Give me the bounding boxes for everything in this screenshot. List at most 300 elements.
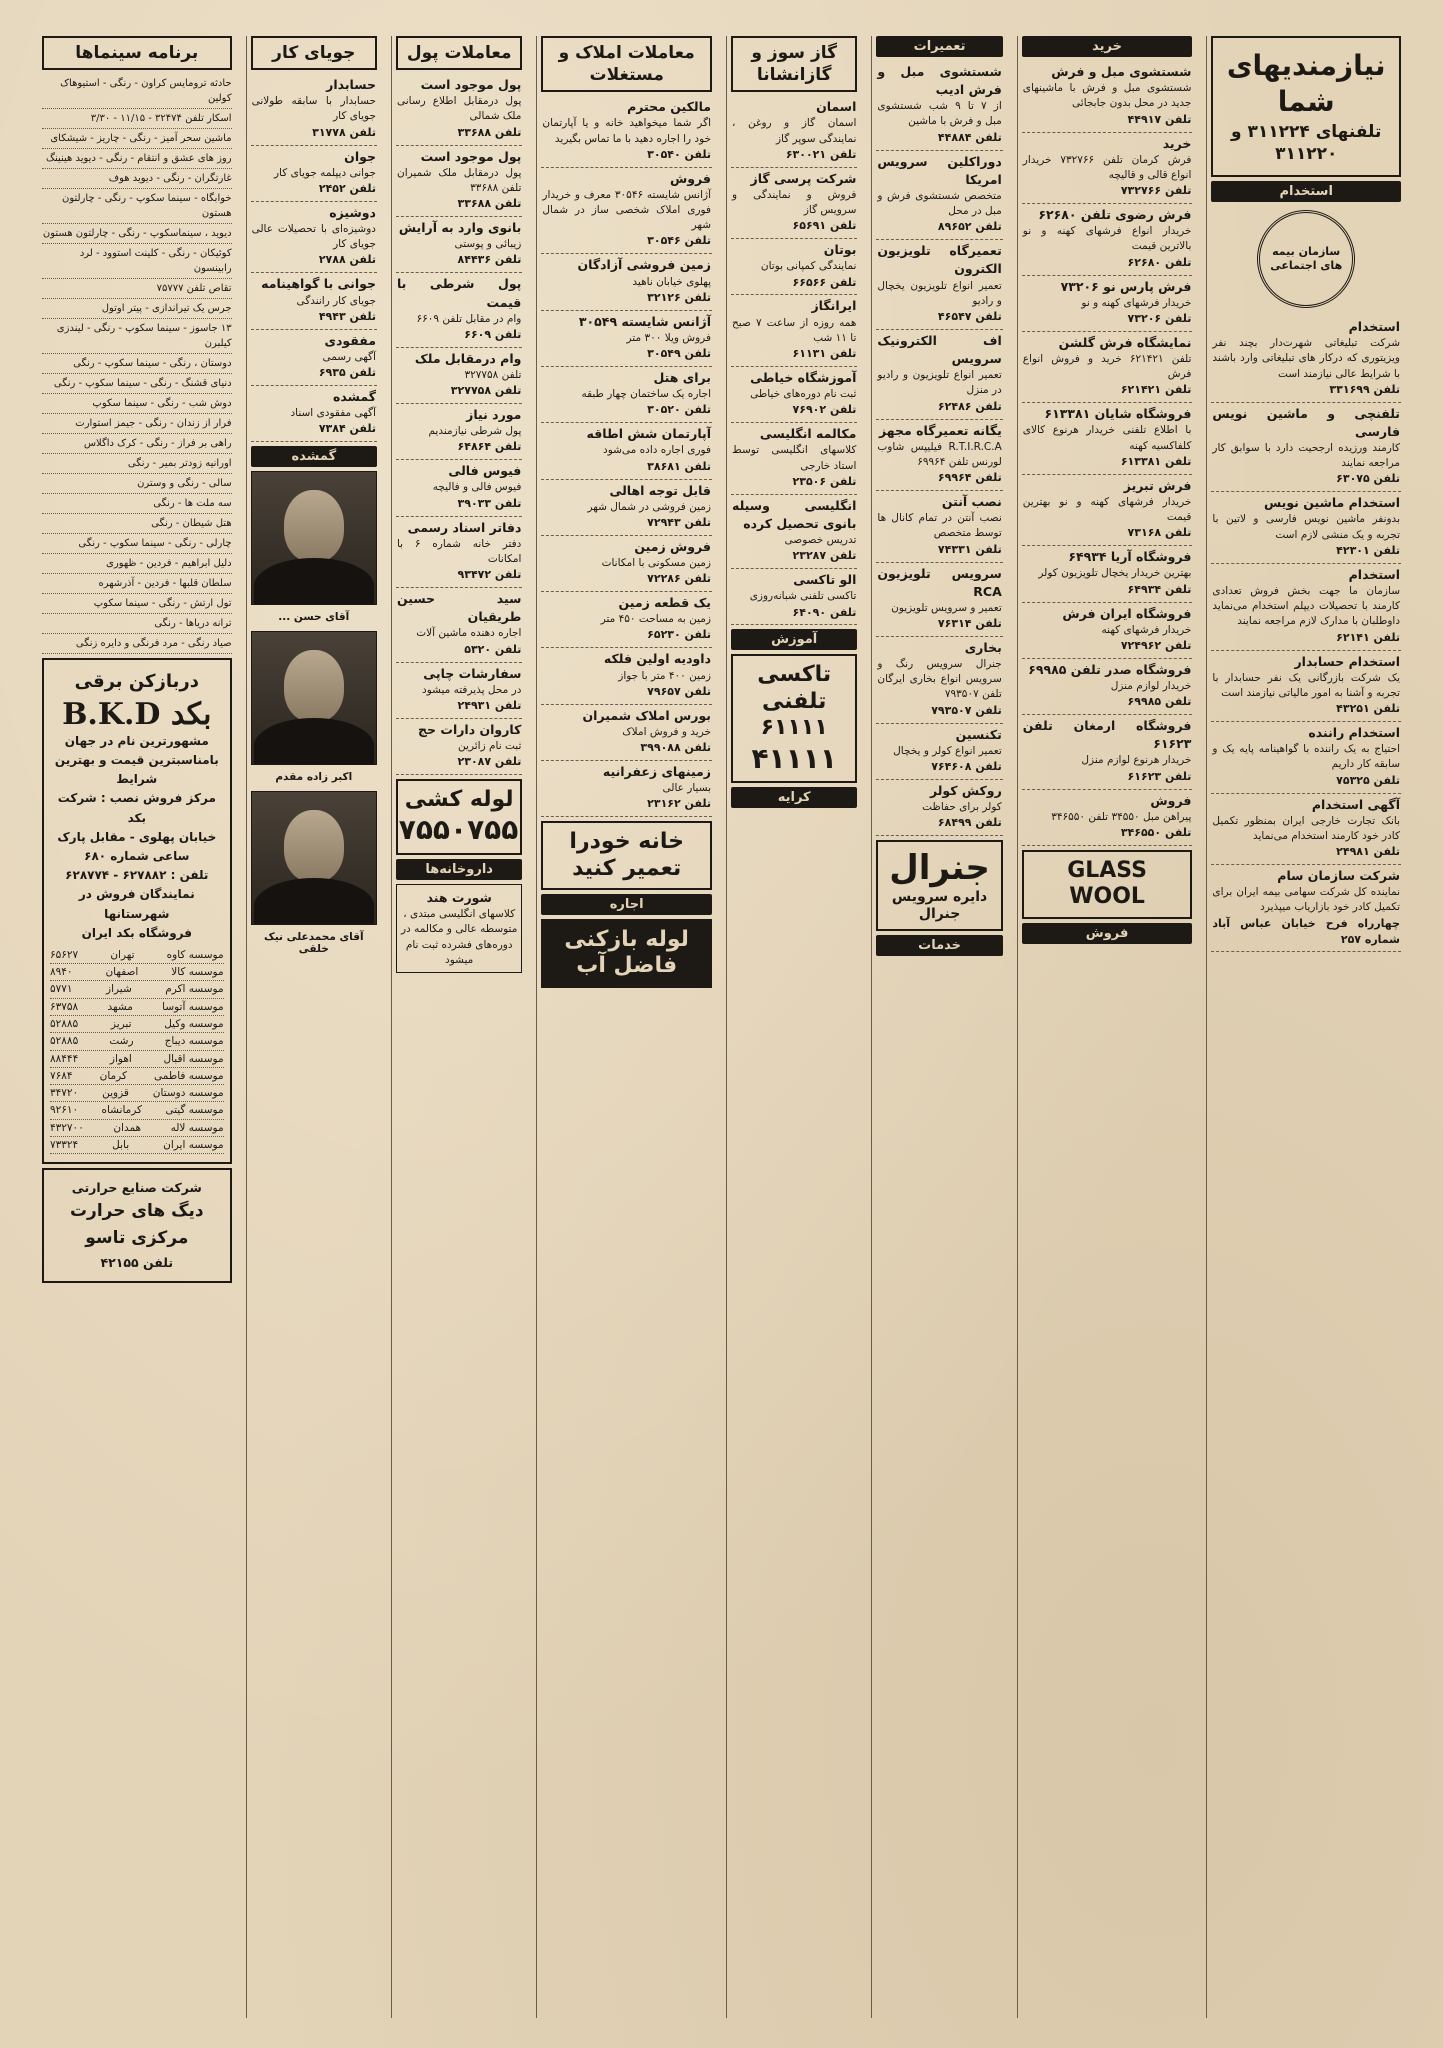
ad-title: شستشوی مبل و فرش [1051, 64, 1192, 79]
cinema-header: برنامه سینماها [42, 36, 232, 70]
cinema-list [42, 74, 232, 654]
insurance-emblem-icon: سازمان بیمه های اجتماعی [1257, 210, 1355, 308]
agent-name: موسسه وکیل [164, 1018, 224, 1031]
classified-ad [876, 151, 1002, 241]
ad-text: آگهی رسمی [322, 350, 376, 363]
classified-ad [731, 295, 857, 367]
ad-phone: تلفن ۳۳۶۸۸ [457, 125, 522, 139]
taxi-logo [731, 654, 857, 783]
ad-text: فیوس فالی و فالیچه [432, 481, 522, 494]
portrait-photo-1 [251, 471, 377, 605]
ad-title: بانوی وارد به آرایش [398, 220, 522, 236]
bkd-ad [42, 658, 232, 1164]
classified-ad [541, 480, 712, 536]
agent-name: موسسه فاطمی [154, 1069, 224, 1082]
ad-phone: تلفن ۷۶۳۱۴ [937, 616, 1002, 630]
ad-text: با اطلاع تلفنی خریدار هرنوع کالای کلفاکسیه کهنه [1022, 424, 1192, 452]
portrait-caption-3: آقای محمدعلی نیک خلقی [263, 931, 364, 956]
agent-phone: ۳۴۷۲۰ [50, 1087, 79, 1100]
classified-ad [251, 202, 377, 274]
ad-title: فروشگاه صدر تلفن ۶۹۹۸۵ [1028, 661, 1192, 677]
ad-text: آژانس شایسته ۳۰۵۴۶ معرف و خریدار فوری املاک شخصی ساز در شمال شهر [542, 188, 711, 232]
repair-ads [876, 61, 1002, 836]
ad-phone: تلفن ۷۳۱۶۸ [1127, 526, 1192, 540]
ad-text: دوشیزه‌ای با تحصیلات عالی جویای کار [251, 223, 376, 251]
ad-text: بانک تجارت خارجی ایران بمنظور تکمیل کادر خود کارمند استخدام می‌نماید [1212, 814, 1400, 842]
ad-title: فروش [1150, 792, 1192, 808]
ad-text: زمین ۴۰۰ متر با جواز [618, 669, 711, 682]
classified-ad [541, 367, 712, 423]
ad-phone: چهارراه فرح خیابان عباس آباد شماره ۲۵۷ [1212, 916, 1400, 946]
ad-text: تاکسی تلفنی شبانه‌روزی [749, 590, 857, 603]
classified-ad [396, 217, 522, 273]
classified-ad [1022, 403, 1193, 475]
ad-phone: تلفن ۶۹۹۶۴ [937, 471, 1002, 485]
ad-phone: تلفن ۶۲۱۴۲۱ [1120, 383, 1192, 397]
ad-title: انگلیسی وسیله بانوی تحصیل کرده [732, 497, 857, 531]
ad-text: تلفن ۶۲۱۴۲۱ خرید و فروش انواع فرش [1022, 352, 1192, 381]
buy-ads [1022, 61, 1193, 846]
ad-text: شستشوی مبل و فرش با ماشینهای جدید در محل بدون جابجائی [1022, 82, 1192, 110]
classified-ad [1211, 316, 1401, 403]
cinema-item: دلیل ابراهیم - فردین - ظهوری [42, 554, 232, 574]
ad-phone: تلفن ۷۳۲۰۶ [1127, 311, 1192, 325]
bkd-agents-title: نمایندگان فروش در شهرستانها [78, 887, 195, 921]
ad-phone: تلفن ۸۹۶۵۲ [937, 220, 1002, 234]
agent-name: موسسه آتوسا [162, 1000, 224, 1013]
classified-ad [1022, 204, 1193, 276]
ad-phone: تلفن ۶۳۰۰۲۱ [785, 147, 857, 161]
classified-ad [541, 96, 712, 168]
cinema-item: دیوید ، سینماسکوپ - رنگی - چارلتون هستون [42, 224, 232, 244]
agent-row [50, 1051, 224, 1068]
cinema-item: حادثه ترومایس کراون - رنگی - استیوهاک کولین [42, 74, 232, 109]
ad-text: خریدار انواع فرشهای کهنه و نو بالاترین قیمت [1022, 225, 1192, 253]
ad-text: سازمان ما جهت بخش فروش تعدادی کارمند با تحصیلات دیپلم استخدام می‌نماید داوطلبان با مدارک لازم مراجعه نمایند [1212, 584, 1400, 628]
ad-text: شرکت تبلیغاتی شهرت‌دار بچند نفر ویزیتوری که درکار های تبلیغاتی وارد باشند با شرایط عالی نیازمند است [1212, 337, 1400, 380]
ad-title: فروشگاه ارمغان تلفن ۶۱۶۲۳ [1022, 718, 1192, 752]
classified-ad [251, 74, 377, 146]
money-header: معاملات پول [396, 36, 522, 70]
ad-text: بسیار عالی [662, 782, 711, 795]
cinema-item: سالی - رنگی و وسترن [42, 474, 232, 494]
cinema-item: سلطان قلبها - فردین - آذرشهره [42, 574, 232, 594]
ad-title: سفارشات چاپی [423, 665, 522, 681]
job-seekers-ads [251, 74, 377, 442]
ad-title: وام درمقابل ملک [414, 350, 522, 366]
cinema-item: تول ارتش - رنگی - سینما سکوپ [42, 594, 232, 614]
classified-ad [251, 273, 377, 329]
ad-phone: تلفن ۴۲۳۰۱ [1336, 543, 1400, 557]
cinema-item: جرس یک تیراندازی - پیتر اوتول [42, 299, 232, 319]
ad-title: آژانس شایسته ۳۰۵۴۹ [578, 313, 711, 329]
ad-text: تعمیر انواع تلویزیون و رادیو در منزل [877, 369, 1002, 397]
bkd-line2: بامناسبترین قیمت و بهترین شرایط [54, 753, 219, 787]
classified-ad [541, 254, 712, 310]
taso-phone: تلفن ۴۲۱۵۵ [100, 1254, 174, 1270]
ad-phone: تلفن ۶۶۰۹ [464, 327, 522, 341]
agent-row [50, 1120, 224, 1137]
general-logo-title: جنرال [889, 848, 990, 889]
agent-city: بابل [112, 1138, 130, 1151]
ad-title: فروشگاه آریا ۶۴۹۳۴ [1068, 549, 1192, 565]
agent-city: همدان [113, 1121, 142, 1134]
agent-city: تبریز [110, 1018, 132, 1031]
agent-name: موسسه اقبال [163, 1052, 224, 1065]
plumbing-logo [396, 779, 522, 855]
ad-phone: تلفن ۳۳۶۸۸ [457, 197, 522, 211]
ad-text: پهلوی خیابان ناهید [632, 275, 711, 288]
ad-title: جوانی با گواهینامه [261, 276, 376, 292]
ad-text: جوانی دیپلمه جویای کار [273, 166, 376, 179]
general-logo [876, 840, 1002, 930]
ad-phone: تلفن ۴۴۹۱۷ [1127, 112, 1192, 126]
ad-phone: تلفن ۶۳۰۷۵ [1336, 472, 1400, 486]
glass-wool-logo: GLASS WOOL [1022, 850, 1193, 919]
bkd-brand-latin: B.K.D [62, 696, 161, 732]
ad-phone: تلفن ۶۴۸۶۴ [457, 440, 522, 454]
classified-ad [876, 724, 1002, 780]
ad-title: تکنسین [955, 726, 1002, 742]
ad-text: تلفن ۳۲۷۷۵۸ [464, 368, 522, 381]
classified-ad [541, 705, 712, 761]
ad-phone: تلفن ۷۳۲۷۶۶ [1120, 184, 1192, 198]
ad-phone: تلفن ۳۱۷۷۸ [312, 125, 376, 139]
ad-title: دوراکلین سرویس امریکا [877, 153, 1002, 187]
ad-phone: تلفن ۶۱۳۳۸۱ [1120, 454, 1192, 468]
drain-cleaning-logo: لوله بازکنی فاضل آب [541, 919, 712, 988]
classified-ad [396, 517, 522, 589]
portrait-caption-1: آقای حسن ... [278, 611, 350, 624]
ad-title: جوان [344, 148, 376, 164]
ad-phone: تلفن ۶۴۹۳۴ [1127, 582, 1192, 596]
ad-phone: تلفن ۷۴۳۳۱ [937, 542, 1002, 556]
classified-ad [541, 311, 712, 367]
column-gas [726, 36, 861, 2018]
ad-phone: تلفن ۹۳۴۷۲ [457, 568, 522, 582]
classified-ad [1022, 276, 1193, 332]
classified-ad [1211, 865, 1401, 952]
ad-text: خریدار فرشهای کهنه و نو [1081, 296, 1192, 309]
agent-name: موسسه کاوه [166, 948, 224, 961]
ad-phone: تلفن ۳۹۹۰۸۸ [640, 741, 711, 754]
section-pharmacy: داروخانه‌ها [396, 859, 522, 880]
ad-text: کولر برای حفاظت [922, 801, 1002, 814]
ad-phone: تلفن ۶۹۹۸۵ [1127, 695, 1192, 709]
ad-title: مورد نیاز [466, 407, 522, 423]
ad-title: آپارتمان شش اطاقه [586, 426, 711, 442]
classified-ad [731, 168, 857, 240]
bkd-phone: تلفن : ۶۲۷۸۸۲ - ۶۲۸۷۷۴ [65, 868, 209, 883]
ad-title: فرش رضوی تلفن ۶۲۶۸۰ [1038, 207, 1192, 222]
agent-city: اصفهان [105, 966, 139, 979]
ad-text: از ۷ تا ۹ شب شستشوی مبل و فرش با ماشین [877, 100, 1002, 128]
ad-text: فرش کرمان تلفن ۷۳۲۷۶۶ خریدار انواع قالی و قالیچه [1022, 153, 1192, 181]
cinema-item: دنیای قشنگ - رنگی - سینما سکوپ - رنگی [42, 374, 232, 394]
plumbing-logo-title: لوله کشی [404, 787, 514, 813]
ad-title: فرش تبریز [1123, 477, 1192, 493]
ad-phone: تلفن ۷۳۸۴ [318, 422, 376, 436]
classified-ad [1022, 475, 1193, 547]
ad-text: پیراهن مبل ۳۴۵۵۰ تلفن ۳۴۶۵۵۰ [1051, 810, 1192, 823]
column-repairs [871, 36, 1006, 2018]
classified-ad [396, 663, 522, 719]
agent-phone: ۸۸۴۴۴ [50, 1052, 79, 1065]
cinema-item: ماشین سحر آمیز - رنگی - چاریز - شیشکای [42, 129, 232, 149]
agent-name: موسسه دیباج [164, 1035, 224, 1048]
ad-text: پول درمقابل ملک شمیران تلفن ۳۳۶۸۸ [396, 166, 522, 194]
classified-ad [1022, 546, 1193, 602]
ad-title: بوتان [823, 242, 857, 258]
agent-row [50, 1016, 224, 1033]
ad-title: استخدام راننده [1308, 725, 1400, 741]
bkd-line3: مرکز فروش نصب : شرکت بکد [57, 791, 216, 825]
ad-title: فیوس فالی [448, 463, 522, 479]
classified-ad [396, 460, 522, 516]
ad-title: الو تاکسی [793, 572, 857, 588]
agent-city: کرمان [99, 1069, 127, 1082]
ad-phone: تلفن ۳۳۱۶۹۹ [1329, 382, 1400, 396]
bkd-agents-sub: فروشگاه بکد ایران [81, 925, 192, 940]
classified-ad [251, 146, 377, 202]
cinema-item: صیاد رنگی - مرد فرنگی و دایره زنگی [42, 634, 232, 654]
ad-text: کلاسهای انگلیسی توسط استاد خارجی [732, 444, 857, 472]
ad-text: R.T.I.R.C.A فیلیپس شاوب لورنس تلفن ۶۹۹۶۴ [877, 440, 1002, 468]
ad-title: استخدام ماشین نویس [1263, 495, 1400, 511]
agent-name: موسسه ایران [163, 1138, 224, 1151]
classified-ad [396, 74, 522, 146]
ad-text: خریدار هرنوع لوازم منزل [1081, 754, 1192, 767]
ad-title: روکش کولر [929, 782, 1002, 798]
ad-phone: تلفن ۶۴۰۹۰ [792, 605, 857, 619]
classified-ad [876, 491, 1002, 563]
ad-title: فروش زمین [634, 538, 711, 554]
ad-text: وام در مقابل تلفن ۶۶۰۹ [416, 312, 522, 325]
classified-ad [541, 592, 712, 648]
agent-name: موسسه دوستان [152, 1087, 224, 1100]
ad-phone: تلفن ۶۶۵۶۶ [792, 275, 857, 289]
ad-title: فروشگاه شایان ۶۱۳۳۸۱ [1044, 406, 1192, 422]
ad-phone: تلفن ۳۰۵۲۰ [647, 403, 711, 417]
classified-ad [251, 330, 377, 386]
ad-phone: تلفن ۸۴۴۳۶ [457, 253, 522, 267]
classified-ad [876, 61, 1002, 151]
ad-text: حسابدار با سابقه طولانی جویای کار [251, 95, 376, 123]
classified-ad [731, 495, 857, 569]
ad-text: کارمند ورزیده ارجحیت دارد با سوابق کار مراجعه نمایند [1212, 441, 1400, 470]
ad-title: پول موجود است [420, 148, 522, 164]
classified-ad [396, 588, 522, 662]
classified-ad [396, 404, 522, 460]
classified-ad [876, 240, 1002, 330]
ad-text: احتیاج به یک راننده با گواهینامه پایه یک و سابقه کار داریم [1212, 743, 1400, 771]
classified-ad [1211, 794, 1401, 866]
ad-title: تعمیرگاه تلویزیون الکترون [877, 243, 1002, 277]
classified-ad [731, 96, 857, 168]
cinema-item: غارتگران - رنگی - دیوید هوف [42, 169, 232, 189]
ad-title: بخاری [964, 639, 1002, 655]
classified-ad [1022, 790, 1193, 846]
agent-phone: ۵۲۸۸۵ [50, 1018, 79, 1031]
ad-text: زیبائی و پوستی [454, 238, 522, 251]
section-lost: گمشده [251, 446, 377, 467]
classified-ad [731, 367, 857, 423]
ad-title: یگانه تعمیرگاه مجهز [879, 422, 1002, 438]
classified-ad [1211, 651, 1401, 723]
classified-ad [1022, 133, 1193, 205]
agent-row [50, 981, 224, 998]
classified-ad [876, 780, 1002, 836]
section-services: خدمات [876, 935, 1002, 956]
classified-ad [731, 569, 857, 625]
hind-title: شورت هند [426, 890, 492, 906]
ad-phone: تلفن ۲۳۵۰۶ [792, 474, 857, 488]
ad-text: زمین به مساحت ۴۵۰ متر [600, 613, 711, 626]
classified-ad [1022, 659, 1193, 715]
ad-title: فروش [670, 170, 711, 186]
agent-phone: ۸۹۴۰ [50, 966, 73, 979]
ad-text: اجاره دهنده ماشین آلات [416, 627, 522, 640]
ad-title: دوشیزه [329, 204, 376, 220]
ad-phone: تلفن ۷۲۴۹۶۲ [1120, 638, 1192, 652]
ad-text: خریدار فرشهای کهنه [1101, 623, 1192, 636]
agent-phone: ۷۳۳۲۴ [50, 1138, 79, 1151]
column-job-seekers [246, 36, 381, 2018]
ad-text: نصب آنتن در تمام کانال ها توسط متخصص [877, 512, 1002, 540]
taxi-logo-phone: ۴۱۱۱۱ [751, 741, 837, 775]
ad-text: زمین مسکونی با امکانات [601, 556, 711, 569]
section-transport: کرایه [731, 787, 857, 808]
agent-name: موسسه کالا [171, 966, 224, 979]
ad-phone: تلفن ۷۵۳۲۵ [1336, 773, 1400, 787]
ad-phone: تلفن ۲۴۵۲ [318, 181, 376, 195]
column-buy-sell [1017, 36, 1197, 2018]
job-seekers-header: جویای کار [251, 36, 377, 70]
ad-phone: تلفن ۳۲۷۷۵۸ [450, 384, 522, 398]
taso-sub: شرکت صنایع حرارتی [71, 1180, 202, 1196]
classified-ad [396, 719, 522, 775]
ad-text: نمایندگی کمپانی بوتان [760, 260, 857, 273]
jobs-ads [1211, 316, 1401, 953]
ad-title: اسمان [816, 99, 857, 115]
ad-phone: تلفن ۲۳۰۸۷ [457, 755, 522, 769]
ad-phone: تلفن ۷۲۲۸۶ [647, 572, 711, 586]
ad-text: جنرال سرویس رنگ و سرویس انواع بخاری ایرگان تلفن ۷۹۳۵۰۷ [877, 658, 1002, 701]
ad-phone: تلفن ۲۳۱۶۲ [647, 797, 711, 811]
hind-text: کلاسهای انگلیسی مبتدی ، متوسطه عالی و مکالمه در دوره‌های فشرده ثبت نام میشود [400, 908, 518, 966]
ad-text: ثبت نام زائرین [458, 739, 522, 752]
ad-title: قابل توجه اهالی [609, 482, 711, 498]
classified-ad [396, 273, 522, 347]
real-estate-header: معاملات املاک و مستغلات [541, 36, 712, 92]
agent-row [50, 947, 224, 964]
bkd-line1: مشهورترین نام در جهان [64, 733, 209, 748]
cinema-item: دوش شب - رنگی - سینما سکوپ [42, 394, 232, 414]
ad-phone: تلفن ۵۳۲۰ [464, 642, 522, 656]
ad-title: نمایشگاه فرش گلشن [1058, 334, 1192, 350]
gas-ads [731, 96, 857, 625]
section-education: آموزش [731, 629, 857, 650]
ad-text: فروش ویلا ۳۰۰ متر [626, 331, 711, 344]
ad-title: مفقودی [324, 332, 376, 348]
classified-ad [541, 761, 712, 817]
agent-phone: ۹۲۶۱۰ [50, 1104, 79, 1117]
ad-phone: تلفن ۳۰۵۴۰ [647, 147, 711, 161]
agent-phone: ۷۶۸۴ [50, 1069, 73, 1082]
classified-ad [1022, 332, 1193, 404]
ad-text: تعمیر و سرویس تلویزیون [891, 601, 1002, 614]
ad-phone: تلفن ۴۴۸۸۴ [937, 130, 1002, 144]
classified-ad [541, 648, 712, 704]
ad-text: اگر شما میخواهید خانه و یا آپارتمان خود را اجاره دهید با ما تماس بگیرید [542, 117, 711, 145]
agent-phone: ۵۷۷۱ [50, 983, 73, 996]
ad-text: پول درمقابل اطلاع رسانی ملک شمالی [396, 95, 522, 123]
ad-phone: تلفن ۶۱۱۳۱ [792, 347, 857, 361]
section-jobs: استخدام [1211, 181, 1401, 202]
ad-text: نماینده کل شرکت سهامی بیمه ایران برای تکمیل کادر خود بازاریاب میپذیرد [1212, 886, 1400, 914]
classified-ad [876, 563, 1002, 637]
column-real-estate [536, 36, 716, 2018]
section-buy: خرید [1022, 36, 1193, 57]
ad-title: گمشده [333, 388, 376, 404]
ad-phone: تلفن ۶۲۶۸۰ [1127, 255, 1192, 269]
ad-text: خرید و فروش املاک [622, 725, 711, 738]
ad-title: سرویس تلویزیون RCA [877, 565, 1002, 599]
ad-phone: تلفن ۷۹۳۵۰۷ [931, 703, 1002, 717]
cinema-item: کوئیکان - رنگی - کلینت استوود - لرد رابینسون [42, 244, 232, 279]
classified-ad [1022, 61, 1193, 133]
cinema-item: ترانه دریاها - رنگی [42, 614, 232, 634]
ad-phone: تلفن ۳۹۰۳۳ [457, 496, 522, 510]
ad-title: مالکین محترم [627, 99, 711, 115]
portrait-caption-2: اکبر زاده مقدم [275, 771, 353, 784]
ad-title: نصب آنتن [941, 494, 1002, 509]
ad-phone: تلفن ۷۲۹۴۳ [647, 515, 711, 529]
ad-text: بهترین خریدار یخچال تلویزیون کولر [1038, 567, 1192, 580]
ad-phone: تلفن ۳۲۱۲۶ [647, 290, 711, 304]
ad-text: تدریس خصوصی [784, 534, 857, 546]
ad-title: استخدام [1348, 566, 1400, 582]
agent-city: مشهد [107, 1000, 133, 1013]
agent-row [50, 1033, 224, 1050]
classified-ad [541, 168, 712, 255]
ad-text: فوری اجاره داده می‌شود [603, 444, 711, 457]
real-estate-ads [541, 96, 712, 817]
classified-ad [876, 637, 1002, 724]
bkd-title: دربازکن برقی [74, 671, 199, 693]
ad-text: تعمیر انواع تلویزیون یخچال و رادیو [877, 279, 1002, 307]
cinema-item: اسکار تلفن ۳۲۴۷۴ - ۱۱/۱۵ - ۳/۳۰ [42, 109, 232, 129]
classified-ad [396, 348, 522, 404]
ad-title: پول موجود است [420, 77, 522, 93]
ad-text: همه روزه از ساعت ۷ صبح تا ۱۱ شب [732, 316, 857, 344]
ad-title: حسابدار [326, 77, 376, 93]
ad-phone: تلفن ۲۳۲۸۷ [792, 549, 857, 563]
ad-text: تعمیر انواع کولر و یخچال [893, 744, 1002, 757]
ad-phone: تلفن ۷۹۶۵۷ [647, 684, 711, 698]
ad-phone: تلفن ۶۵۲۳۰ [647, 628, 711, 642]
ad-text: بدونفر ماشین نویس فارسی و لاتین با تجربه و یک منشی لازم است [1212, 513, 1400, 541]
ad-title: زمین فروشی آزادگان [577, 257, 711, 273]
agent-city: شیراز [106, 983, 132, 996]
ad-title: شستشوی مبل و فرش ادیب [877, 64, 1002, 98]
cinema-item: تقاص تلفن ۷۵۷۷۷ [42, 279, 232, 299]
ad-phone: تلفن ۶۹۳۵ [318, 366, 376, 379]
agent-phone: ۵۲۸۸۵ [50, 1035, 79, 1048]
ad-title: اف الکترونیک سرویس [877, 332, 1002, 366]
ad-title: مکالمه انگلیسی [759, 426, 857, 442]
money-ads [396, 74, 522, 775]
